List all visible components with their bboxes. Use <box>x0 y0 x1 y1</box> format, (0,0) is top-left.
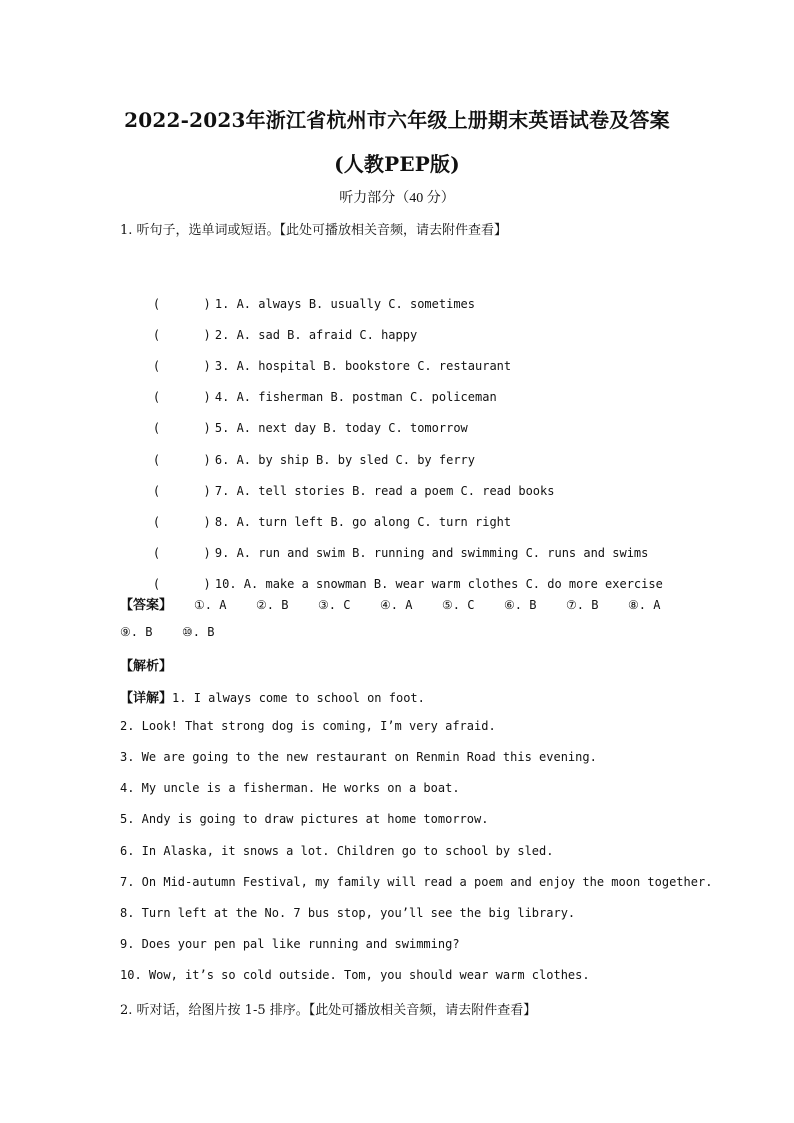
detail-line-5: 5. Andy is going to draw pictures at home tomorrow. <box>120 812 489 826</box>
question-text: 4. A. fisherman B. postman C. policeman <box>214 390 497 404</box>
question-text: 9. A. run and swim B. running and swimming C. runs and swims <box>214 546 649 560</box>
answer-item: ④. A <box>380 598 413 612</box>
answer-item: ⑩. B <box>182 625 215 639</box>
part1-instruction: 1. 听句子，选单词或短语。【此处可播放相关音频，请去附件查看】 <box>120 223 508 238</box>
section-heading-listening: 听力部分（40 分） <box>339 191 455 206</box>
document-title-line2: (人教PEP版) <box>334 152 460 176</box>
detail-line-8: 8. Turn left at the No. 7 bus stop, you’ll see the big library. <box>120 906 576 920</box>
question-text: 6. A. by ship B. by sled C. by ferry <box>214 453 475 467</box>
answer-item: ⑤. C <box>442 598 475 612</box>
detail-label: 【详解】 <box>120 691 173 706</box>
detail-line-4: 4. My uncle is a fisherman. He works on a boat. <box>120 781 460 795</box>
answer-item: ⑧. A <box>628 598 661 612</box>
answer-key-row-2 <box>120 625 680 639</box>
detail-line-1 <box>120 687 425 706</box>
answer-item: ⑥. B <box>504 598 537 612</box>
answer-item: ③. C <box>318 598 351 612</box>
answer-bracket: ( ) <box>152 577 211 591</box>
answer-item: ⑦. B <box>566 598 599 612</box>
answer-bracket: ( ) <box>152 359 211 373</box>
part2-instruction: 2. 听对话，给图片按 1-5 排序。【此处可播放相关音频，请去附件查看】 <box>120 1003 537 1018</box>
document-title-line1: 2022-2023年浙江省杭州市六年级上册期末英语试卷及答案 <box>124 108 670 132</box>
answer-bracket: ( ) <box>152 453 211 467</box>
answer-item: ②. B <box>256 598 289 612</box>
answer-bracket: ( ) <box>152 484 211 498</box>
analysis-label: 【解析】 <box>120 659 173 674</box>
answer-item: ⑨. B <box>120 625 153 639</box>
answer-bracket: ( ) <box>152 390 211 404</box>
answer-key-row-1 <box>120 594 680 613</box>
detail-text: 1. I always come to school on foot. <box>172 691 425 705</box>
answer-bracket: ( ) <box>152 546 211 560</box>
detail-line-10: 10. Wow, it’s so cold outside. Tom, you should wear warm clothes. <box>120 968 590 982</box>
answer-label: 【答案】 <box>120 598 173 613</box>
answer-bracket: ( ) <box>152 515 211 529</box>
answer-bracket: ( ) <box>152 297 211 311</box>
detail-line-7: 7. On Mid-autumn Festival, my family will read a poem and enjoy the moon together. <box>120 875 713 889</box>
answer-item: ①. A <box>194 598 227 612</box>
question-text: 1. A. always B. usually C. sometimes <box>214 297 475 311</box>
answer-bracket: ( ) <box>152 421 211 435</box>
answer-bracket: ( ) <box>152 328 211 342</box>
detail-line-9: 9. Does your pen pal like running and swimming? <box>120 937 460 951</box>
question-text: 2. A. sad B. afraid C. happy <box>214 328 418 342</box>
question-text: 7. A. tell stories B. read a poem C. read books <box>214 484 555 498</box>
detail-line-3: 3. We are going to the new restaurant on Renmin Road this evening. <box>120 750 597 764</box>
question-text: 10. A. make a snowman B. wear warm clothes C. do more exercise <box>214 577 663 591</box>
question-text: 3. A. hospital B. bookstore C. restaurant <box>214 359 512 373</box>
question-text: 5. A. next day B. today C. tomorrow <box>214 421 468 435</box>
detail-line-6: 6. In Alaska, it snows a lot. Children go to school by sled. <box>120 844 554 858</box>
question-text: 8. A. turn left B. go along C. turn right <box>214 515 512 529</box>
detail-line-2: 2. Look! That strong dog is coming, I’m very afraid. <box>120 719 496 733</box>
